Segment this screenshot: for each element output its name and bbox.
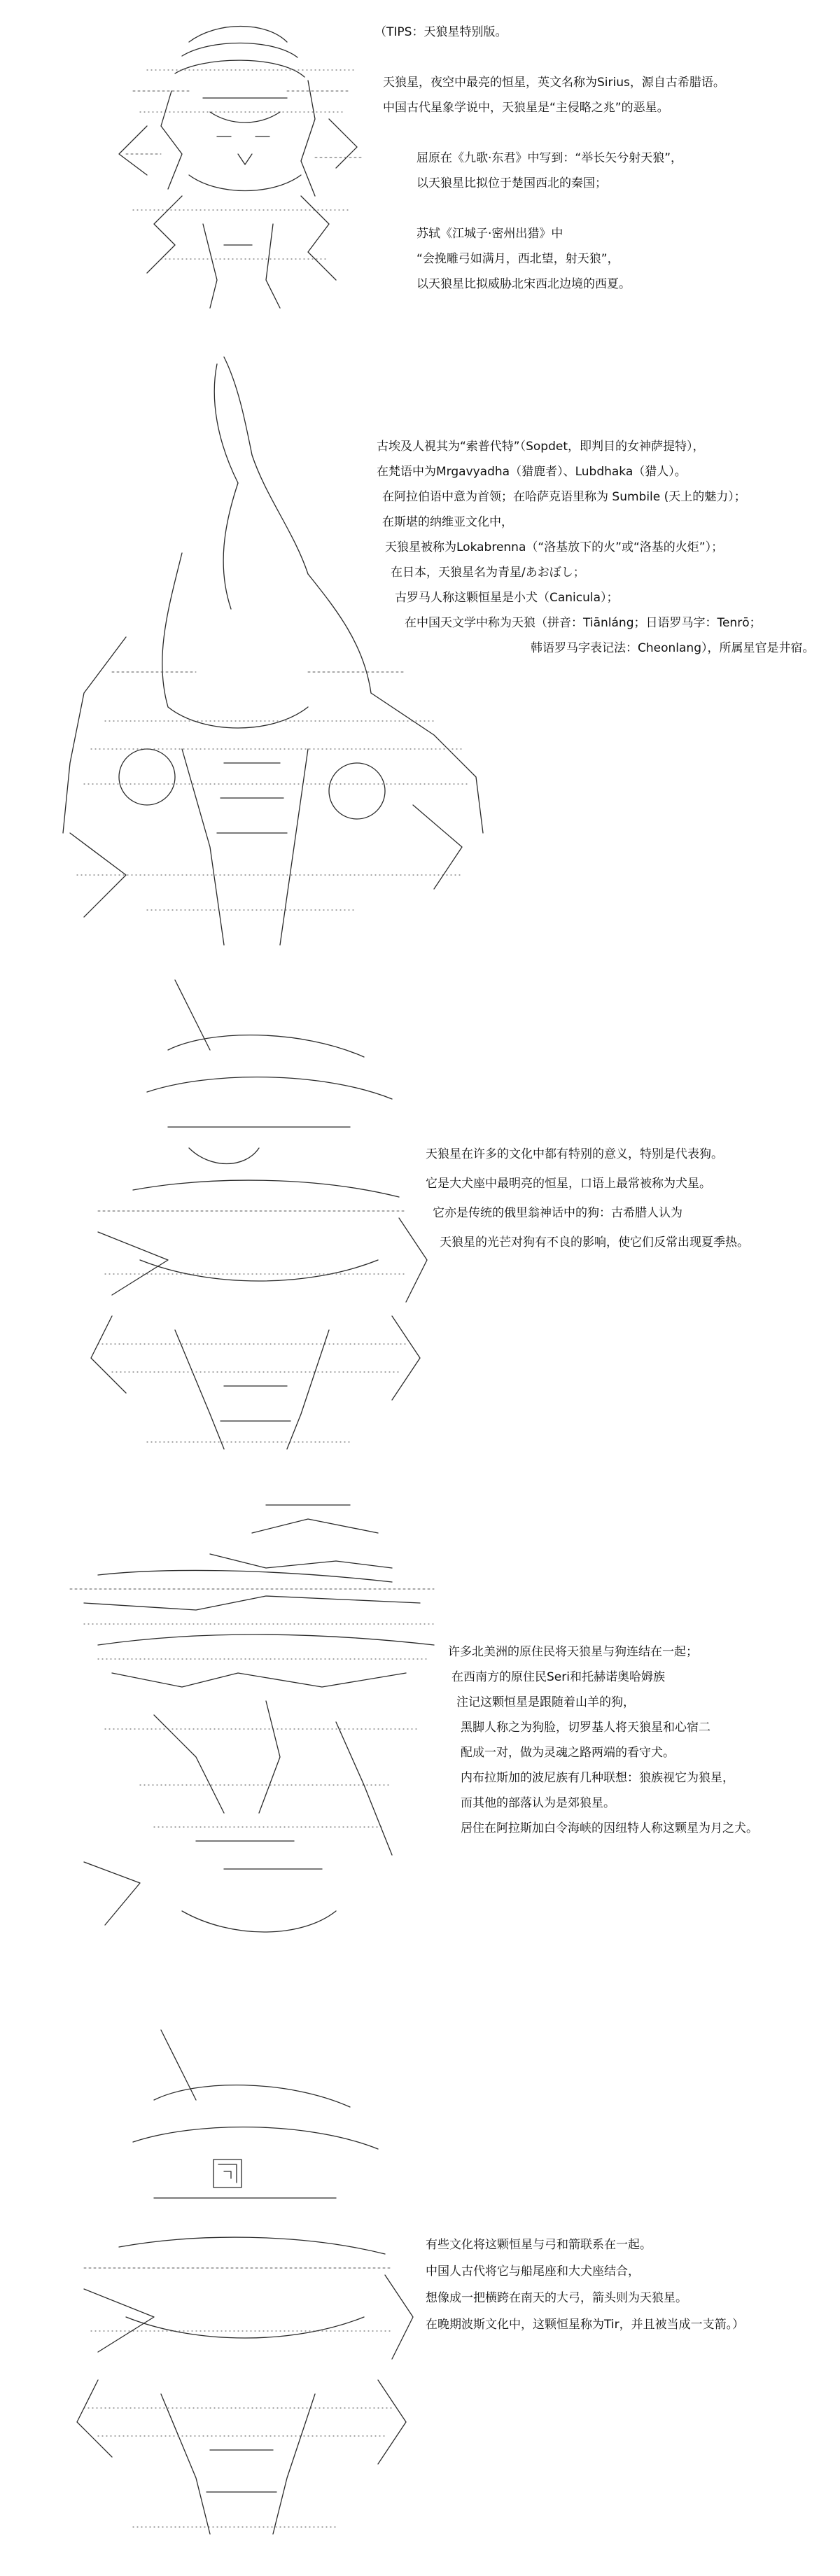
panel-5-text	[426, 2232, 744, 2338]
text-line: 它亦是传统的俄里翁神话中的狗：古希腊人认为	[433, 1206, 682, 1220]
panel-4-text	[448, 1639, 758, 1841]
text-line: 想像成一把横跨在南天的大弓，箭头则为天狼星。	[426, 2291, 687, 2305]
text-line: 在梵语中为Mrgavyadha（猎鹿者）、Lubdhaka（猎人）。	[377, 465, 687, 479]
panel-1	[0, 0, 840, 322]
text-line: 屈原在《九歌·东君》中写到：“举长矢兮射天狼”，	[416, 151, 683, 165]
text-line: 古埃及人視其为“索普代特”（Sopdet，即判目的女神萨提特），	[377, 440, 705, 454]
text-line: 内布拉斯加的波尼族有几种联想：狼族视它为狼星，	[461, 1771, 734, 1785]
ascii-art-figure-4	[56, 1491, 448, 1967]
panel-3	[0, 966, 840, 1470]
text-line: 天狼星的光芒对狗有不良的影响，使它们反常出现夏季热。	[440, 1236, 749, 1250]
panel-4	[0, 1477, 840, 1981]
text-line: 在晚期波斯文化中，这颗恒星称为Tir，并且被当成一支箭。）	[426, 2318, 745, 2332]
panel-2-text	[377, 434, 814, 661]
text-line: 古罗马人称这颗恒星是小犬（Canicula）；	[395, 591, 619, 605]
panel-1-text	[374, 20, 725, 297]
text-line: 它是大犬座中最明亮的恒星，口语上最常被称为犬星。	[426, 1177, 711, 1191]
text-line	[374, 196, 725, 221]
text-line: （TIPS：天狼星特别版。	[374, 25, 507, 39]
ascii-art-figure-1	[105, 14, 371, 315]
text-line: 在斯堪的纳维亚文化中，	[382, 515, 513, 529]
panel-3-text	[419, 1140, 749, 1257]
text-line: 黑脚人称之为狗脸，切罗基人将天狼星和心宿二	[461, 1721, 710, 1735]
panel-5	[0, 2009, 840, 2569]
text-line: 而其他的部落认为是郊狼星。	[461, 1796, 615, 1810]
text-line	[374, 45, 725, 70]
text-line: 中国古代星象学说中，天狼星是“主侵略之兆”的恶星。	[383, 101, 669, 115]
text-line: 在阿拉伯语中意为首领；在哈萨克语里称为 Sumbile (天上的魅力）；	[382, 490, 746, 504]
text-line: 注记这颗恒星是跟随着山羊的狗，	[456, 1695, 635, 1709]
text-line: 许多北美洲的原住民将天狼星与狗连结在一起；	[448, 1645, 698, 1659]
text-line: 天狼星，夜空中最亮的恒星，英文名称为Sirius，源自古希腊语。	[383, 76, 725, 90]
text-line: 天狼星被称为Lokabrenna（“洛基放下的火”或“洛基的火炬”）；	[385, 540, 724, 554]
text-line	[374, 120, 725, 146]
text-line: 居住在阿拉斯加白令海峡的因纽特人称这颗星为月之犬。	[461, 1821, 758, 1835]
panel-2	[0, 329, 840, 959]
ascii-art-figure-3	[70, 966, 434, 1456]
text-line: 在西南方的原住民Seri和托赫诺奥哈姆族	[451, 1670, 665, 1684]
text-line: 有些文化将这颗恒星与弓和箭联系在一起。	[426, 2238, 652, 2252]
text-line: 天狼星在许多的文化中都有特别的意义，特别是代表狗。	[426, 1147, 723, 1161]
text-line: 在中国天文学中称为天狼（拼音：Tiānláng；日语罗马字：Tenrō；	[405, 616, 762, 630]
text-line: 配成一对，做为灵魂之路两端的看守犬。	[461, 1746, 675, 1760]
text-line: “会挽雕弓如满月，西北望，射天狼”，	[416, 252, 620, 266]
text-line: 以天狼星比拟威胁北宋西北边境的西夏。	[416, 277, 631, 291]
text-line: 韩语罗马字表记法：Cheonlang），所属星官是井宿。	[531, 641, 815, 655]
text-line: 以天狼星比拟位于楚国西北的秦国；	[416, 176, 607, 190]
text-line: 苏轼《江城子·密州出猎》中	[416, 227, 564, 241]
text-line: 中国人古代将它与船尾座和大犬座结合，	[426, 2264, 640, 2278]
text-line: 在日本，天狼星名为青星/あおぼし；	[391, 566, 585, 580]
ascii-art-figure-5	[56, 2016, 420, 2548]
